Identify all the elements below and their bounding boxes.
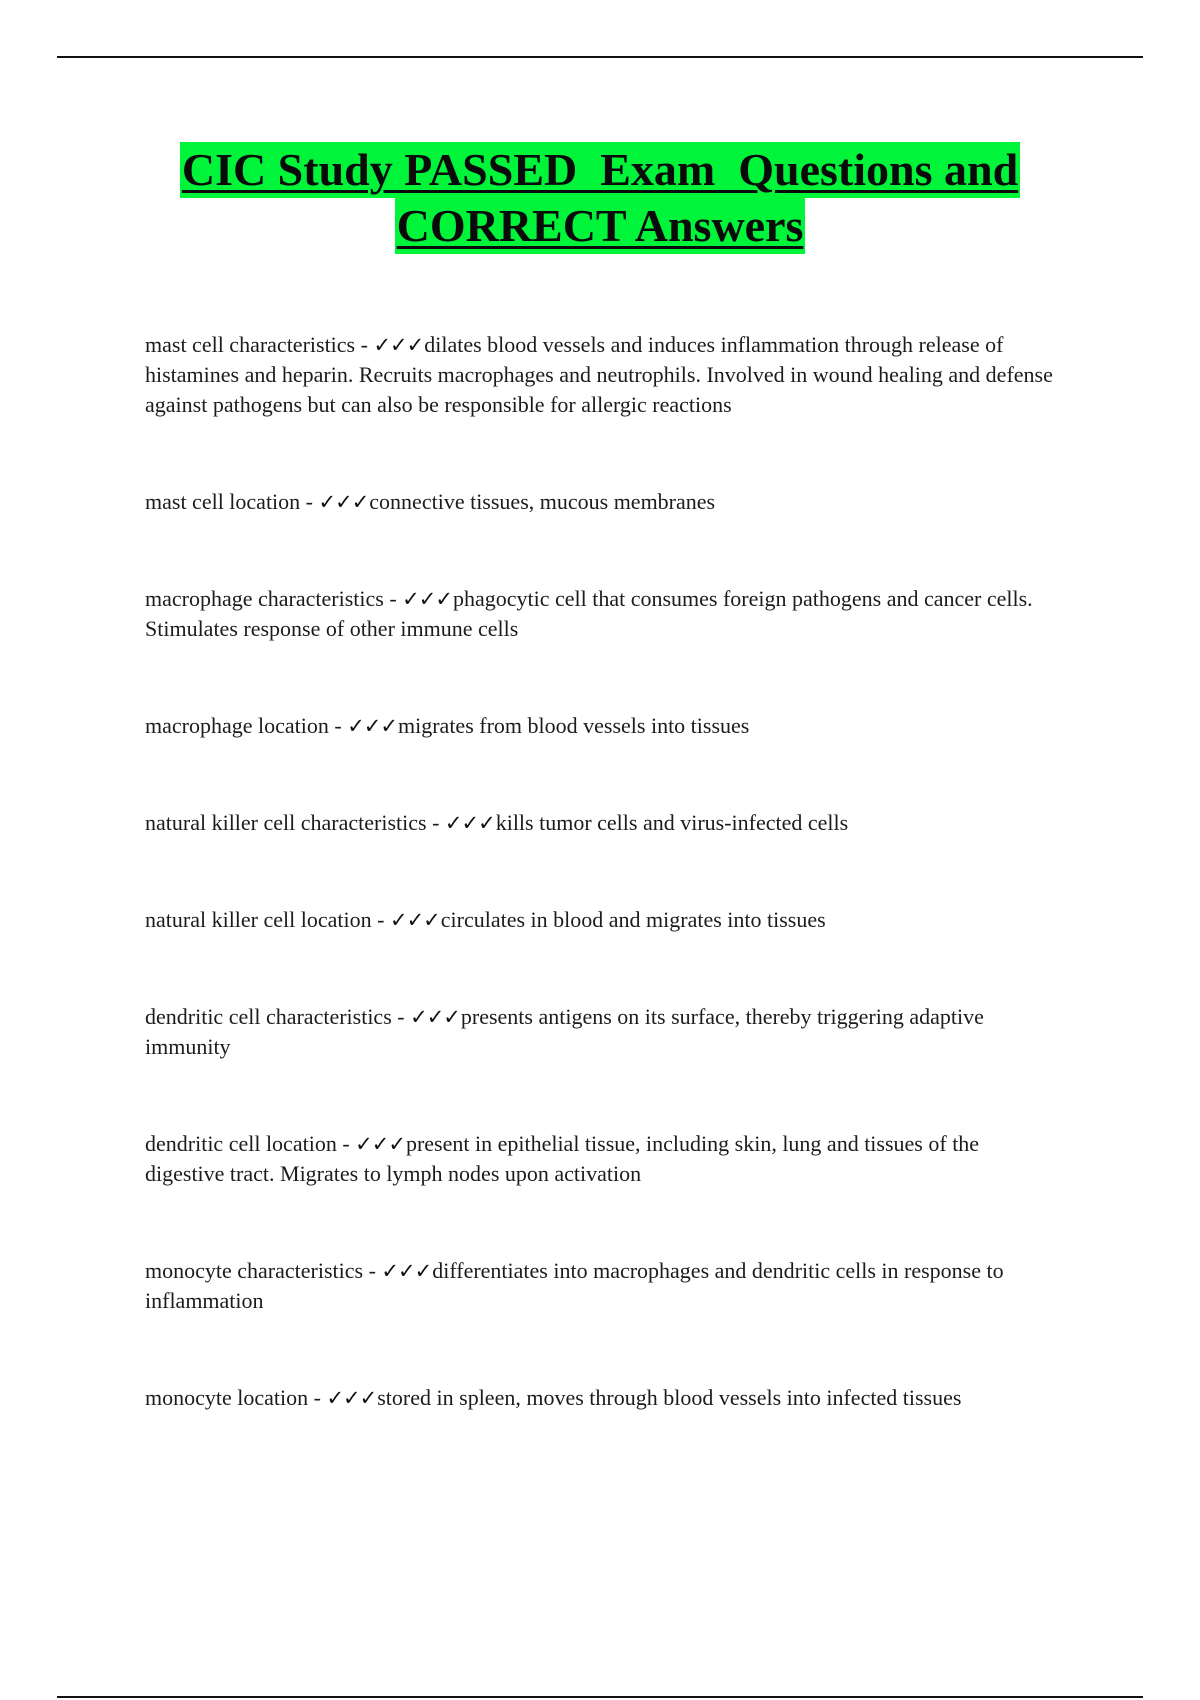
- qa-term: natural killer cell characteristics: [145, 810, 427, 835]
- document-title: [100, 142, 1100, 254]
- qa-term: macrophage location: [145, 713, 329, 738]
- qa-separator: -: [300, 489, 319, 514]
- qa-item-dendritic-cell-location: [145, 1129, 1055, 1189]
- qa-item-mast-cell-characteristics: [145, 330, 1055, 420]
- check-mark-icon: ✓✓✓: [355, 1132, 405, 1156]
- check-mark-icon: ✓✓✓: [389, 908, 440, 932]
- check-mark-icon: ✓✓✓: [402, 587, 452, 611]
- qa-answer: differentiates into macrophages and dendritic cells in response to inflammation: [145, 1258, 1004, 1313]
- check-mark-icon: ✓✓✓: [347, 714, 397, 738]
- qa-separator: -: [383, 586, 403, 611]
- qa-answer: presents antigens on its surface, thereby triggering adaptive immunity: [145, 1004, 984, 1059]
- qa-separator: -: [336, 1131, 356, 1156]
- qa-term: dendritic cell location: [145, 1131, 337, 1156]
- qa-answer: kills tumor cells and virus-infected cells: [495, 810, 849, 835]
- check-mark-icon: ✓✓✓: [318, 490, 369, 514]
- bottom-rule: [57, 1696, 1143, 1698]
- qa-separator: -: [426, 810, 445, 835]
- qa-answer: connective tissues, mucous membranes: [369, 489, 716, 514]
- check-mark-icon: ✓✓✓: [410, 1005, 460, 1029]
- qa-separator: -: [391, 1004, 411, 1029]
- qa-separator: -: [308, 1385, 327, 1410]
- title-line-2: CORRECT Answers: [395, 198, 806, 254]
- qa-separator: -: [328, 713, 348, 738]
- qa-separator: -: [371, 907, 390, 932]
- qa-term: mast cell characteristics: [145, 332, 356, 357]
- qa-separator: -: [363, 1258, 382, 1283]
- qa-answer: dilates blood vessels and induces inflammation through release of histamines and heparin. Recruits macrophages and neutrophils. Involved in wound healing and defense against pathogens but can also be responsible for allergic reactions: [145, 332, 1053, 417]
- top-rule: [57, 56, 1143, 58]
- qa-item-mast-cell-location: [145, 487, 1055, 517]
- qa-answer: phagocytic cell that consumes foreign pathogens and cancer cells. Stimulates response of other immune cells: [145, 586, 1033, 641]
- qa-term: dendritic cell characteristics: [145, 1004, 392, 1029]
- qa-answer: migrates from blood vessels into tissues: [398, 713, 750, 738]
- qa-item-natural-killer-cell-location: [145, 905, 1055, 935]
- qa-term: mast cell location: [145, 489, 301, 514]
- check-mark-icon: ✓✓✓: [381, 1259, 432, 1283]
- qa-term: monocyte location: [145, 1385, 309, 1410]
- qa-answer: circulates in blood and migrates into tissues: [440, 907, 826, 932]
- qa-answer: stored in spleen, moves through blood vessels into infected tissues: [377, 1385, 962, 1410]
- qa-separator: -: [355, 332, 374, 357]
- qa-item-natural-killer-cell-characteristics: [145, 808, 1055, 838]
- qa-term: macrophage characteristics: [145, 586, 384, 611]
- check-mark-icon: ✓✓✓: [373, 333, 424, 357]
- qa-answer: present in epithelial tissue, including skin, lung and tissues of the digestive tract. Migrates to lymph nodes upon activation: [145, 1131, 980, 1186]
- qa-item-macrophage-characteristics: [145, 584, 1055, 644]
- qa-item-dendritic-cell-characteristics: [145, 1002, 1055, 1062]
- check-mark-icon: ✓✓✓: [326, 1386, 377, 1410]
- title-line-1: CIC Study PASSED Exam Questions and: [180, 142, 1020, 198]
- qa-term: natural killer cell location: [145, 907, 372, 932]
- qa-item-monocyte-characteristics: [145, 1256, 1055, 1316]
- qa-item-monocyte-location: [145, 1383, 1055, 1413]
- qa-item-macrophage-location: [145, 711, 1055, 741]
- qa-term: monocyte characteristics: [145, 1258, 364, 1283]
- check-mark-icon: ✓✓✓: [444, 811, 495, 835]
